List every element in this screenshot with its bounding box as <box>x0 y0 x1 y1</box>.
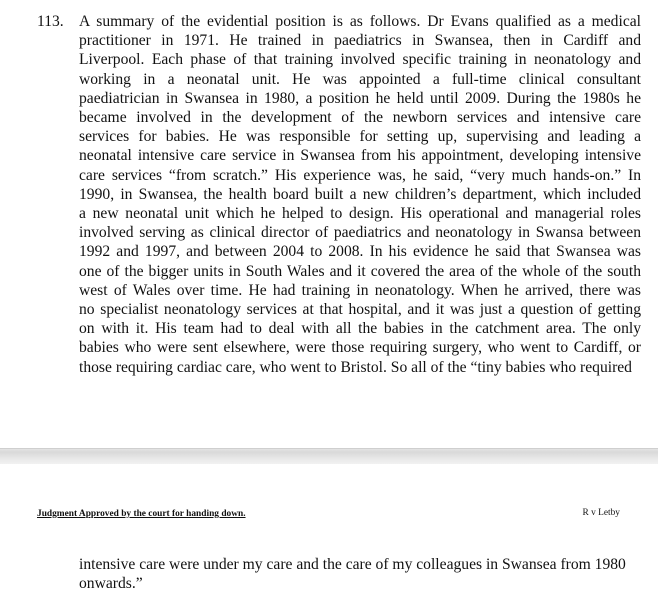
paragraph-line: on with it. His team had to deal with all the babies in the catchment area. The only <box>79 320 641 338</box>
page-break-separator <box>0 448 658 465</box>
running-header-case: R v Letby <box>582 508 620 518</box>
paragraph-line: working in a neonatal unit. He was appointed a full-time clinical consultant <box>79 70 641 88</box>
paragraph-line: west of Wales over time. He had training in neonatology. When he arrived, there was <box>79 281 641 299</box>
paragraph-line: no specialist neonatology services at that hospital, and it was just a question of getting <box>79 301 641 319</box>
paragraph-line: those requiring cardiac care, who went to Bristol. So all of the “tiny babies who required <box>79 358 632 376</box>
continuation-line: intensive care were under my care and the care of my colleagues in Swansea from 1980 <box>79 556 626 573</box>
paragraph-line: A summary of the evidential position is as follows. Dr Evans qualified as a medical <box>79 13 641 30</box>
paragraph-body <box>79 12 641 377</box>
paragraph-line: services for babies. He was responsible for setting up, supervising and leading a <box>79 128 641 146</box>
paragraph-number: 113. <box>37 13 64 30</box>
document-page-lower <box>0 464 658 600</box>
paragraph-line: care services “from scratch.” His experience was, he said, “very much hands-on.” In <box>79 166 641 184</box>
continuation-text <box>79 555 641 593</box>
paragraph-line: paediatrician in Swansea in 1980, a position he held until 2009. During the 1980s he <box>79 89 641 107</box>
paragraph-line: 1990, in Swansea, the health board built a new children’s department, which included <box>79 185 641 203</box>
running-header-title: Judgment Approved by the court for handing down. <box>37 509 246 519</box>
continuation-line: onwards.” <box>79 575 143 593</box>
paragraph-line: Liverpool. Each phase of that training involved specific training in neonatology and <box>79 51 641 69</box>
paragraph-line: practitioner in 1971. He trained in paediatrics in Swansea, then in Cardiff and <box>79 32 641 50</box>
paragraph-line: neonatal intensive care service in Swansea from his appointment, developing intensive <box>79 147 641 165</box>
paragraph-line: babies who were sent elsewhere, were those requiring surgery, who went to Cardiff, or <box>79 339 641 357</box>
paragraph-line: 1992 and 1997, and between 2004 to 2008. In his evidence he said that Swansea was <box>79 243 641 261</box>
paragraph-line: involved serving as clinical director of paediatrics and neonatology in Swansa between <box>79 224 641 242</box>
paragraph-line: a new neonatal unit which he helped to design. His operational and managerial roles <box>79 205 641 223</box>
paragraph-line: became involved in the development of the newborn services and intensive care <box>79 109 641 127</box>
paragraph-line: one of the bigger units in South Wales and it covered the area of the whole of the south <box>79 262 641 280</box>
